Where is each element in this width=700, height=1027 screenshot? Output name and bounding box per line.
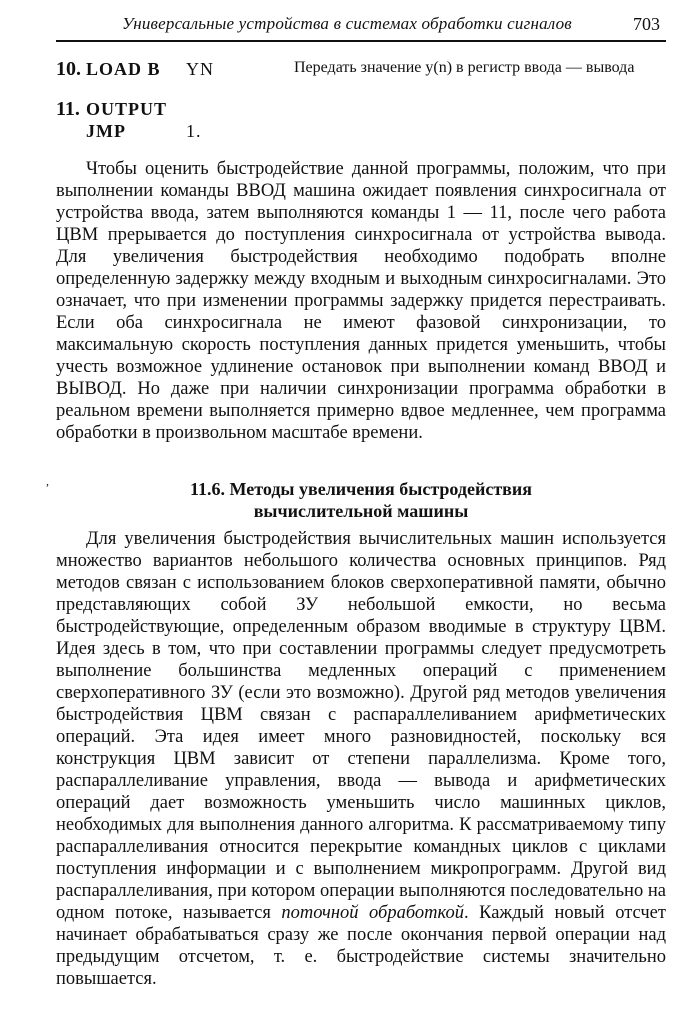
line-number: 10.: [56, 58, 81, 80]
opcode: OUTPUT: [86, 99, 168, 119]
code-comment: Передать значение y(n) в регистр ввода — вывода: [294, 59, 635, 76]
margin-mark: ,: [46, 474, 49, 488]
section-number: 11.6.: [189, 479, 225, 499]
section-title-part2: вычислительной машины: [253, 501, 469, 521]
page-header: [56, 14, 666, 42]
code-line-jmp: [56, 120, 666, 142]
paragraph-methods-main: Для увеличения быстродействия вычислительных машин используется множество вариантов небольшого количества основных принципов. Ряд методов связан с использованием блоков сверхоперативной памяти, обычно представляющих собой ЗУ небольшой емкости, но весьма быстродействующие, определенным образом вводимые в структуру ЦВМ. Идея здесь в том, что при составлении программы следует предусмотреть выполнение большинства медленных операций с применением сверхоперативного ЗУ (если это возможно). Другой ряд методов увеличения быстродействия ЦВМ связан с распараллеливанием арифметических операций. Эта идея имеет много разновидностей, поскольку вся конструкция ЦВМ зависит от степени параллелизма. Кроме того, распараллеливание управления, ввода — вывода и арифметических операций дает возможность уменьшить число машинных циклов, необходимых для выполнения данного алгоритма. К рассматриваемому типу распараллеливания относится перекрытие командных циклов с циклами поступления информации и с выполнением микропрограмм. Другой вид распараллеливания, при котором операции выполняются последовательно на одном потоке, называется: [56, 529, 666, 923]
paragraph-methods: [56, 528, 666, 990]
running-title: Универсальные устройства в системах обработки сигналов: [122, 14, 572, 33]
code-line-10: [56, 58, 666, 80]
program-listing: [56, 58, 666, 142]
line-number: 11.: [56, 98, 80, 120]
page-number: 703: [633, 14, 660, 34]
code-line-11: [56, 98, 666, 120]
section-heading: [56, 478, 666, 522]
section-heading-line1: [56, 478, 666, 500]
opcode: LOAD B: [86, 59, 161, 79]
term-pipelining: поточной обработкой: [281, 903, 464, 923]
opcode: JMP: [86, 121, 126, 141]
operand: 1.: [186, 121, 202, 141]
section-title-part1: Методы увеличения быстродействия: [229, 479, 533, 499]
paragraph-methods-tail: . Каждый новый отсчет начинает обрабатываться сразу же после окончания первой операции над предыдущим отсчетом, т. е. быстродействие системы значительно повышается.: [56, 903, 666, 989]
operand: YN: [186, 59, 214, 79]
paragraph-performance: Чтобы оценить быстродействие данной программы, положим, что при выполнении команды ВВОД машина ожидает появления синхросигнала от устройства ввода, затем выполняются команды 1 — 11, после чего работа ЦВМ прерывается до поступления синхросигнала от устройства вывода. Для увеличения быстродействия необходимо подобрать вполне определенную задержку между входным и выходным синхросигналами. Это означает, что при изменении программы задержку придется перестраивать. Если оба синхросигнала не имеют фазовой синхронизации, то максимальную скорость поступления данных придется уменьшить, чтобы учесть возможное удлинение остановок при выполнении команд ВВОД и ВЫВОД. Но даже при наличии синхронизации программа обработки в реальном времени выполняется примерно вдвое медленнее, чем программа обработки в произвольном масштабе времени.: [56, 159, 666, 443]
